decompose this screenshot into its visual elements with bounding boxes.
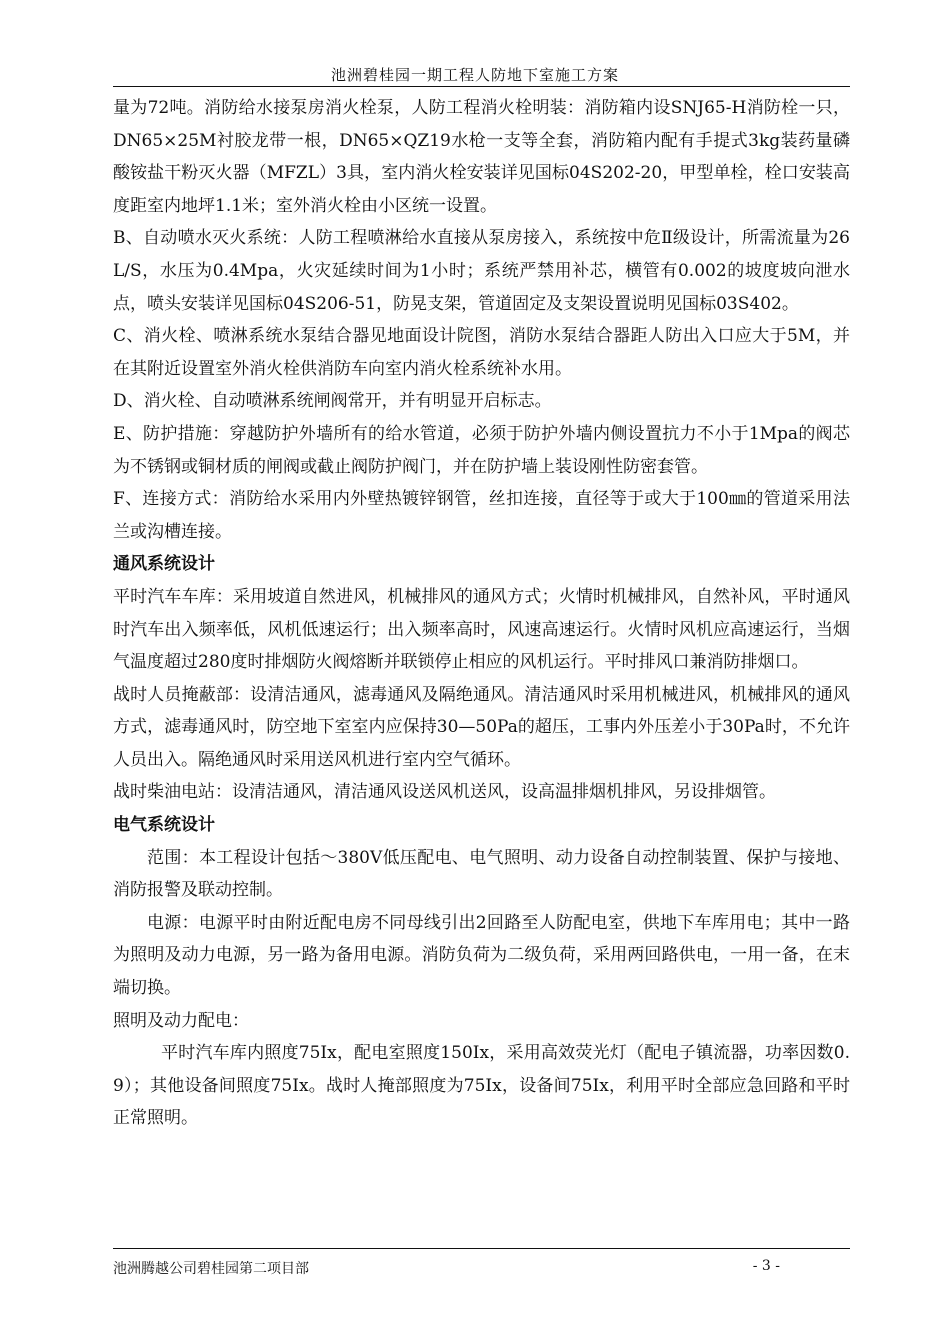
header-divider (113, 86, 850, 87)
paragraph-sprinkler-system: B、自动喷水灭火系统：人防工程喷淋给水直接从泵房接入，系统按中危Ⅱ级设计，所需流量为26L/S，水压为0.4Mpa，火灾延续时间为1小时；系统严禁用补芯，横管有0.002的坡度坡向泄水点，喷头安装详见国标04S206-51，防晃支架，管道固定及支架设置说明见国标03S402。 (113, 228, 850, 314)
section-heading-electrical: 电气系统设计 (113, 815, 215, 836)
paragraph-fire-hydrant: 量为72吨。消防给水接泵房消火栓泵，人防工程消火栓明装：消防箱内设SNJ65-H消防栓一只，DN65×25M衬胶龙带一根，DN65×QZ19水枪一支等全套，消防箱内配有手提式3kg装药量磷酸铵盐干粉灭火器（MFZL）3具，室内消火栓安装详见国标04S202-20，甲型单栓，栓口安装高度距室内地坪1.1米；室外消火栓由小区统一设置。 (113, 98, 850, 216)
footer-divider (113, 1248, 850, 1249)
paragraph-protection-measures: E、防护措施：穿越防护外墙所有的给水管道，必须于防护外墙内侧设置抗力不小于1Mpa的阀芯为不锈钢或铜材质的闸阀或截止阀防护阀门，并在防护墙上装设刚性防密套管。 (113, 423, 850, 477)
paragraph-valves-open: D、消火栓、自动喷淋系统闸阀常开，并有明显开启标志。 (113, 391, 552, 412)
paragraph-lighting-title: 照明及动力配电： (113, 1010, 249, 1031)
paragraph-diesel-station: 战时柴油电站：设清洁通风，清洁通风设送风机送风，设高温排烟机排风，另设排烟管。 (113, 782, 776, 803)
section-heading-ventilation: 通风系统设计 (113, 554, 215, 575)
paragraph-connection-method: F、连接方式：消防给水采用内外壁热镀锌钢管，丝扣连接，直径等于或大于100㎜的管道采用法兰或沟槽连接。 (113, 489, 850, 542)
paragraph-scope: 范围：本工程设计包括～380V低压配电、电气照明、动力设备自动控制装置、保护与接地、消防报警及联动控制。 (113, 847, 850, 901)
paragraph-power-source: 电源：电源平时由附近配电房不同母线引出2回路至人防配电室，供地下车库用电；其中一路为照明及动力电源，另一路为备用电源。消防负荷为二级负荷，采用两回路供电，一用一备，在末端切换。 (113, 912, 850, 999)
page-number: - 3 - (752, 1258, 780, 1274)
paragraph-illumination: 平时汽车库内照度75Ix，配电室照度150Ix，采用高效荧光灯（配电子镇流器，功率因数0.9）；其他设备间照度75Ix。战时人掩部照度为75Ix，设备间75Ix，利用平时全部应急回路和平时正常照明。 (113, 1043, 850, 1129)
footer-company: 池洲腾越公司碧桂园第二项目部 (113, 1261, 309, 1277)
paragraph-wartime-shelter: 战时人员掩蔽部：设清洁通风，滤毒通风及隔绝通风。清洁通风时采用机械进风，机械排风的通风方式，滤毒通风时，防空地下室室内应保持30—50Pa的超压，工事内外压差小于30Pa时，不允许人员出入。隔绝通风时采用送风机进行室内空气循环。 (113, 684, 850, 770)
document-body (113, 92, 850, 1135)
page-header-title: 池洲碧桂园一期工程人防地下室施工方案 (330, 66, 619, 84)
paragraph-peacetime-garage: 平时汽车车库：采用坡道自然进风，机械排风的通风方式；火情时机械排风，自然补风，平时通风时汽车出入频率低，风机低速运行；出入频率高时，风速高速运行。火情时风机应高速运行，当烟气温度超过280度时排烟防火阀熔断并联锁停止相应的风机运行。平时排风口兼消防排烟口。 (113, 586, 850, 673)
paragraph-pump-adapter: C、消火栓、喷淋系统水泵结合器见地面设计院图，消防水泵结合器距人防出入口应大于5M，并在其附近设置室外消火栓供消防车向室内消火栓系统补水用。 (113, 326, 850, 379)
